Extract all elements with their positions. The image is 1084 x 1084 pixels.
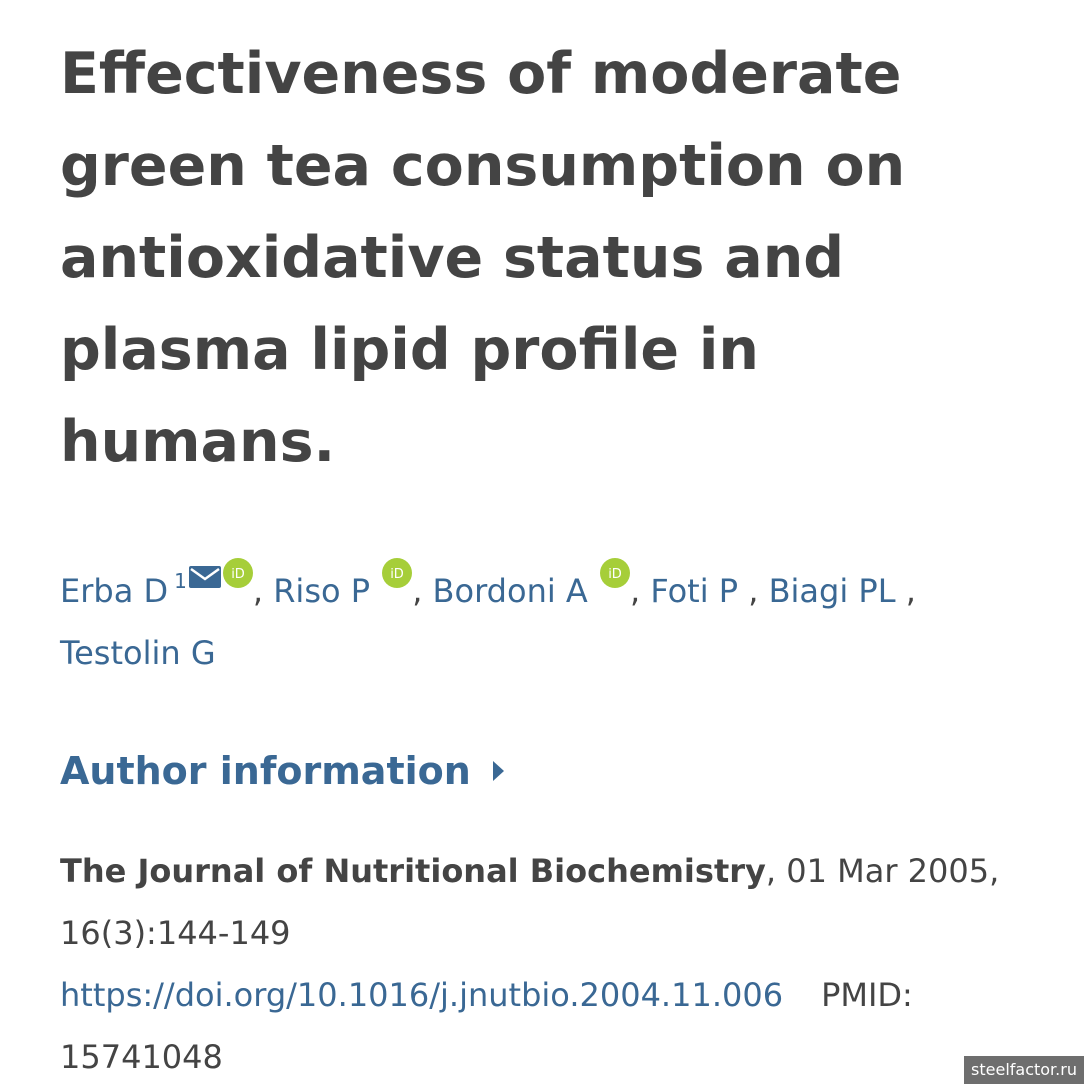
orcid-icon[interactable] bbox=[600, 558, 630, 588]
affiliation-superscript: 1 bbox=[174, 569, 187, 593]
svg-text:iD: iD bbox=[608, 567, 622, 582]
author-testolin[interactable]: Testolin G bbox=[60, 634, 216, 672]
triangle-right-icon bbox=[493, 761, 504, 781]
orcid-icon[interactable] bbox=[223, 558, 253, 588]
mail-icon[interactable] bbox=[189, 566, 221, 588]
author-riso[interactable]: Riso P bbox=[273, 572, 371, 610]
author-bordoni[interactable]: Bordoni A bbox=[432, 572, 588, 610]
orcid-icon[interactable] bbox=[382, 558, 412, 588]
author-separator: , bbox=[252, 572, 264, 610]
author-separator: , bbox=[629, 572, 641, 610]
article-header bbox=[60, 28, 1040, 1084]
author-separator: , bbox=[895, 572, 916, 610]
article-title: Effectiveness of moderate green tea consumption on antioxidative status and plasma lipid profile in humans. bbox=[60, 41, 906, 475]
volume-issue-pages: 16(3):144-149 bbox=[60, 914, 291, 952]
author-separator: , bbox=[412, 572, 423, 610]
journal-name: The Journal of Nutritional Biochemistry bbox=[60, 852, 766, 890]
author-information-toggle[interactable] bbox=[60, 744, 1040, 798]
author-list bbox=[60, 550, 1040, 684]
watermark: steelfactor.ru bbox=[964, 1056, 1084, 1084]
publication-date: , 01 Mar 2005, bbox=[765, 852, 1000, 890]
author-separator: , bbox=[738, 572, 759, 610]
doi-link[interactable]: https://doi.org/10.1016/j.jnutbio.2004.11.006 bbox=[60, 976, 784, 1014]
pmid-value: 15741048 bbox=[60, 1038, 223, 1076]
svg-text:iD: iD bbox=[390, 567, 405, 582]
svg-text:iD: iD bbox=[231, 567, 245, 582]
pmid-label: PMID: bbox=[821, 976, 913, 1014]
author-biagi[interactable]: Biagi PL bbox=[768, 572, 896, 610]
author-information-label: Author information bbox=[60, 749, 471, 793]
citation-block bbox=[60, 840, 1040, 1084]
author-erba[interactable]: Erba D bbox=[60, 572, 169, 610]
author-foti[interactable]: Foti P bbox=[650, 572, 739, 610]
